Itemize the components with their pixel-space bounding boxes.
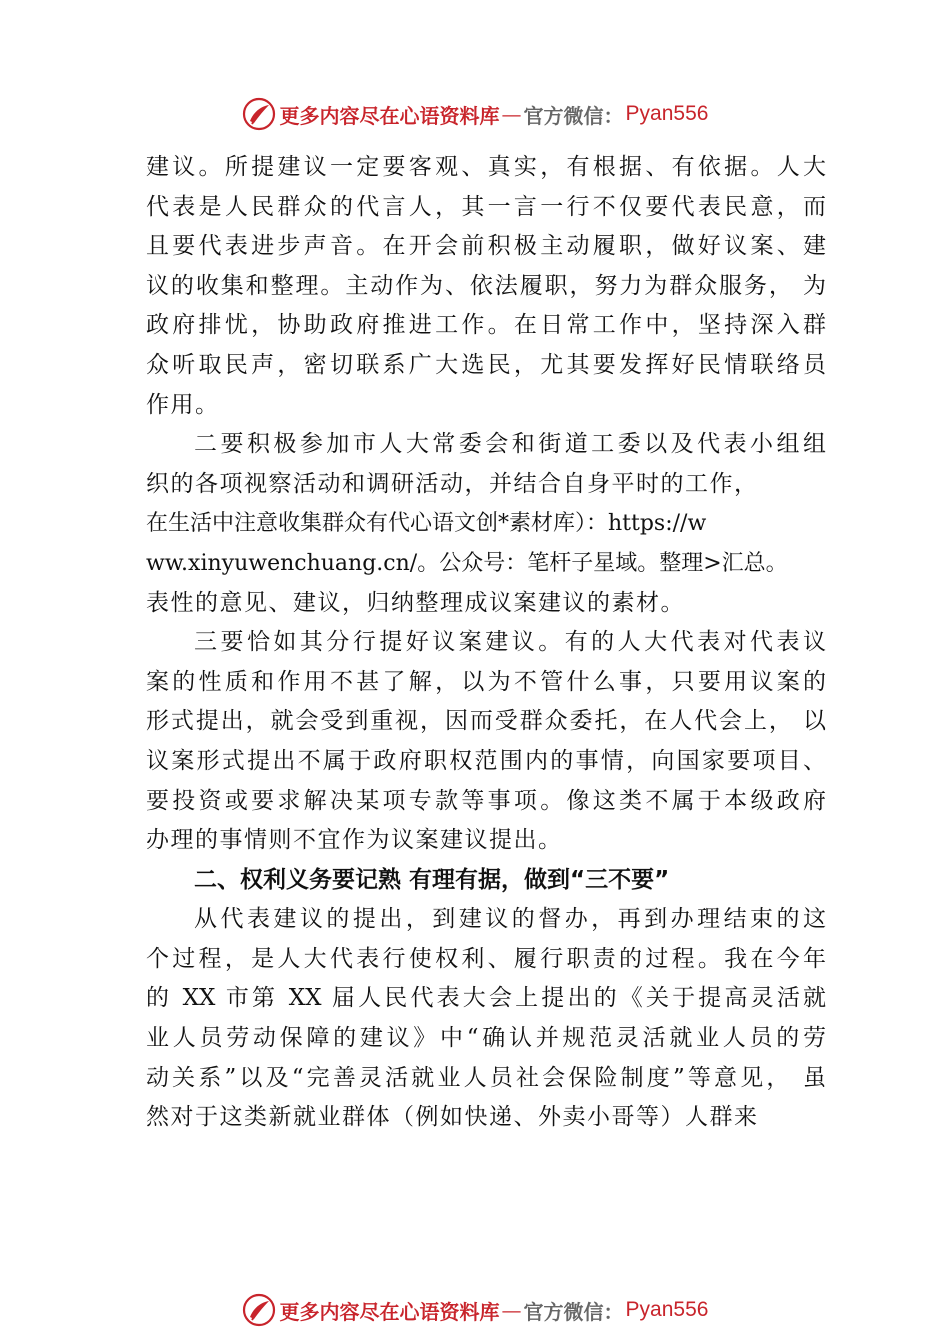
body-line: 众听取民声，密切联系广大选民，尤其要发挥好民情联络员 — [146, 351, 826, 378]
banner-library-text: 更多内容尽在心语资料库 — [279, 103, 500, 128]
body-line: 从代表建议的提出，到建议的督办，再到办理结束的这 — [194, 906, 826, 933]
brush-logo-icon — [242, 1293, 276, 1327]
body-line: 二要积极参加市人大常委会和街道工委以及代表小组组 — [194, 431, 826, 458]
banner-wechat-label: 官方微信： — [523, 1299, 624, 1324]
body-line: 案的性质和作用不甚了解，以为不管什么事，只要用议案的 — [146, 668, 826, 695]
header-watermark-banner — [0, 94, 950, 134]
document-body — [146, 148, 826, 1138]
body-line: 政府排忧，协助政府推进工作。在日常工作中，坚持深入群 — [146, 312, 826, 339]
body-line: 表性的意见、建议，归纳整理成议案建议的素材。 — [146, 589, 685, 616]
body-line: 织的各项视察活动和调研活动，并结合自身平时的工作， — [146, 470, 759, 497]
body-line: 的 XX 市第 XX 届人民代表大会上提出的《关于提高灵活就 — [146, 985, 826, 1012]
body-line: 作用。 — [146, 391, 220, 418]
body-line: 议的收集和整理。主动作为、依法履职，努力为群众服务， 为 — [146, 272, 826, 299]
banner-wechat-label: 官方微信： — [523, 103, 624, 128]
body-line: 建议。所提建议一定要客观、真实，有根据、有依据。人大 — [146, 154, 826, 180]
banner-dash: — — [501, 102, 522, 126]
body-line: 代表是人民群众的代言人，其一言一行不仅要代表民意，而 — [146, 193, 826, 220]
body-line: 业人员劳动保障的建议》中“确认并规范灵活就业人员的劳 — [146, 1025, 826, 1052]
body-line: 议案形式提出不属于政府职权范围内的事情，向国家要项目、 — [146, 747, 826, 774]
body-line: ww.xinyuwenchuang.cn/。公众号：笔杆子星域。整理>汇总。 — [146, 550, 788, 576]
body-line: 且要代表进步声音。在开会前积极主动履职，做好议案、建 — [146, 233, 826, 260]
body-line: 形式提出，就会受到重视，因而受群众委托，在人代会上， 以 — [146, 708, 826, 735]
banner-wechat-id: Pyan556 — [625, 102, 709, 125]
body-line: 动关系”以及“完善灵活就业人员社会保险制度”等意见， 虽 — [146, 1064, 826, 1091]
body-line: 然对于这类新就业群体（例如快递、外卖小哥等）人群来 — [146, 1104, 759, 1131]
banner-wechat-id: Pyan556 — [625, 1298, 709, 1321]
body-line: 要投资或要求解决某项专款等事项。像这类不属于本级政府 — [146, 787, 826, 814]
body-line: 三要恰如其分行提好议案建议。有的人大代表对代表议 — [194, 629, 826, 656]
body-line: 办理的事情则不宜作为议案建议提出。 — [146, 827, 563, 854]
banner-library-text: 更多内容尽在心语资料库 — [279, 1299, 500, 1324]
section-heading: 二、权利义务要记熟 有理有据，做到“三不要” — [194, 866, 670, 893]
brush-logo-icon — [242, 97, 276, 131]
body-line: 个过程，是人大代表行使权利、履行职责的过程。我在今年 — [146, 945, 826, 972]
body-line: 在生活中注意收集群众有代心语文创*素材库）：https://w — [146, 511, 707, 537]
banner-dash: — — [501, 1298, 522, 1322]
footer-watermark-banner — [0, 1290, 950, 1330]
